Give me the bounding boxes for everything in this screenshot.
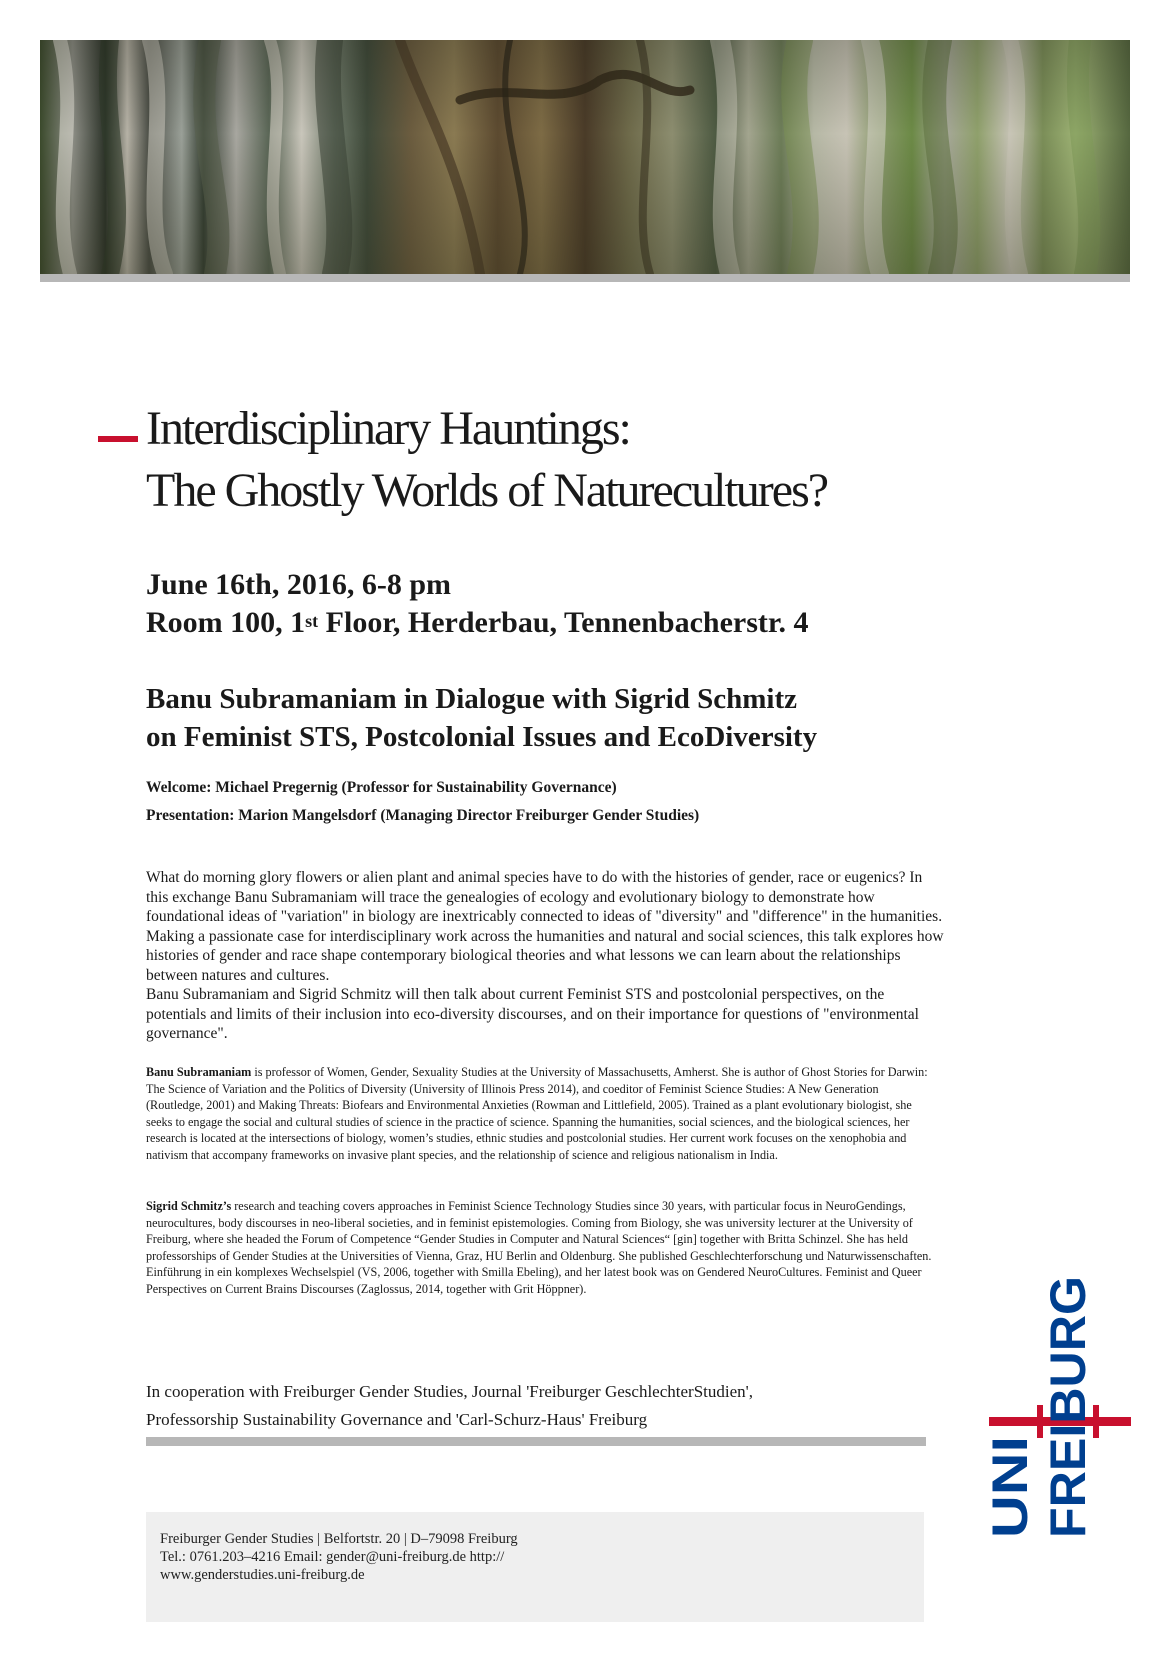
event-title (146, 398, 827, 522)
contact-address: Freiburger Gender Studies | Belfortstr. 20 | D–79098 Freiburg (160, 1531, 518, 1547)
event-title-line2: The Ghostly Worlds of Naturecultures? (146, 464, 828, 517)
bio-banu-subramaniam (146, 1064, 936, 1163)
contact-phone-email: Tel.: 0761.203–4216 Email: gender@uni-freiburg.de http:// (160, 1549, 505, 1565)
svg-text:UNI: UNI (985, 1451, 1038, 1538)
bio-sigrid-name: Sigrid Schmitz’s (146, 1199, 232, 1213)
bio-banu-name: Banu Subramaniam (146, 1065, 252, 1079)
event-title-line1: Interdisciplinary Hauntings: (146, 402, 630, 455)
contact-text (160, 1530, 518, 1584)
event-details (146, 566, 808, 642)
event-date: June 16th, 2016, 6-8 pm (146, 568, 452, 601)
event-location (146, 604, 808, 642)
event-building: Floor, Herderbau, Tennenbacherstr. 4 (318, 606, 809, 639)
uni-freiburg-logo (985, 1270, 1135, 1540)
event-subtitle-line2: on Feminist STS, Postcolonial Issues and EcoDiversity (146, 721, 818, 753)
cooperation-note (146, 1378, 753, 1434)
contact-box (146, 1512, 924, 1622)
header-photo-tree-roots (40, 40, 1130, 274)
abstract-paragraph-2: Banu Subramaniam and Sigrid Schmitz will then talk about current Feminist STS and postcolonial perspectives, on the potentials and limits of their inclusion into eco-diversity discourses, and on their importance for questions of "environmental governance". (146, 986, 919, 1042)
event-subtitle (146, 680, 817, 756)
cooperation-line1: In cooperation with Freiburger Gender Studies, Journal 'Freiburger GeschlechterStudien', (146, 1382, 753, 1401)
event-floor-ordinal: st (305, 611, 319, 631)
event-subtitle-line1: Banu Subramaniam in Dialogue with Sigrid Schmitz (146, 683, 797, 715)
event-abstract (146, 868, 946, 1044)
event-room: Room 100, 1 (146, 606, 306, 639)
svg-text:FREIBURG: FREIBURG (1040, 1276, 1096, 1538)
cooperation-line2: Professorship Sustainability Governance and 'Carl-Schurz-Haus' Freiburg (146, 1410, 648, 1429)
banner-divider (40, 274, 1130, 282)
welcome-line: Welcome: Michael Pregernig (Professor for Sustainability Governance) (146, 779, 617, 796)
abstract-paragraph-1: What do morning glory flowers or alien plant and animal species have to do with the histories of gender, race or eugenics? In this exchange Banu Subramaniam will trace the genealogies of ecology and evolutionary biology to demonstrate how foundational ideas of "variation" in biology are inextricably connected to ideas of "diversity" and "difference" in the humanities. Making a passionate case for interdisciplinary work across the humanities and natural and social sciences, this talk explores how histories of gender and race shape contemporary biological theories and what lessons we can learn about the relationships between natures and cultures. (146, 869, 944, 984)
footer-divider (146, 1437, 926, 1446)
title-accent-bar (98, 436, 138, 442)
bio-sigrid-text: research and teaching covers approaches in Feminist Science Technology Studies since 30 years, with particular focus in NeuroGendings, neurocultures, body discourses in neo-liberal societies, and in feminist epistemologies. Coming from Biology, she was university lecturer at the University of Freiburg, where she headed the Forum of Competence “Gender Studies in Computer and Natural Sciences“ [gin] together with Britta Schinzel. She has held professorships of Gender Studies at the Universities of Vienna, Graz, HU Berlin and Oldenburg. She published Geschlechterforschung und Naturwissenschaften. Einführung in ein komplexes Wechselspiel (VS, 2006, together with Smilla Ebeling), and her latest book was on Gendered NeuroCultures. Feminist and Queer Perspectives on Current Brains Discourses (Zaglossus, 2014, together with Grit Höppner). (146, 1199, 932, 1296)
uni-freiburg-logo-graphic (985, 1270, 1135, 1540)
speakers-intro (146, 778, 699, 834)
bio-sigrid-schmitz (146, 1198, 936, 1297)
presentation-line: Presentation: Marion Mangelsdorf (Managing Director Freiburger Gender Studies) (146, 807, 700, 824)
bio-banu-text: is professor of Women, Gender, Sexuality Studies at the University of Massachusetts, Amherst. She is author of Ghost Stories for Darwin: The Science of Variation and the Politics of Diversity (University of Illinois Press 2014), and coeditor of Feminist Science Studies: A New Generation (Routledge, 2001) and Making Threats: Biofears and Environmental Anxieties (Rowman and Littlefield, 2005). Trained as a plant evolutionary biologist, she seeks to engage the social and cultural studies of science in the practice of science. Spanning the humanities, social sciences, and the biological sciences, her research is located at the intersections of biology, women’s studies, ethnic studies and postcolonial studies. Her current work focuses on the xenophobia and nativism that accompany frameworks on invasive plant species, and the relationship of science and religious nationalism in India. (146, 1065, 928, 1162)
contact-website: www.genderstudies.uni-freiburg.de (160, 1567, 365, 1583)
